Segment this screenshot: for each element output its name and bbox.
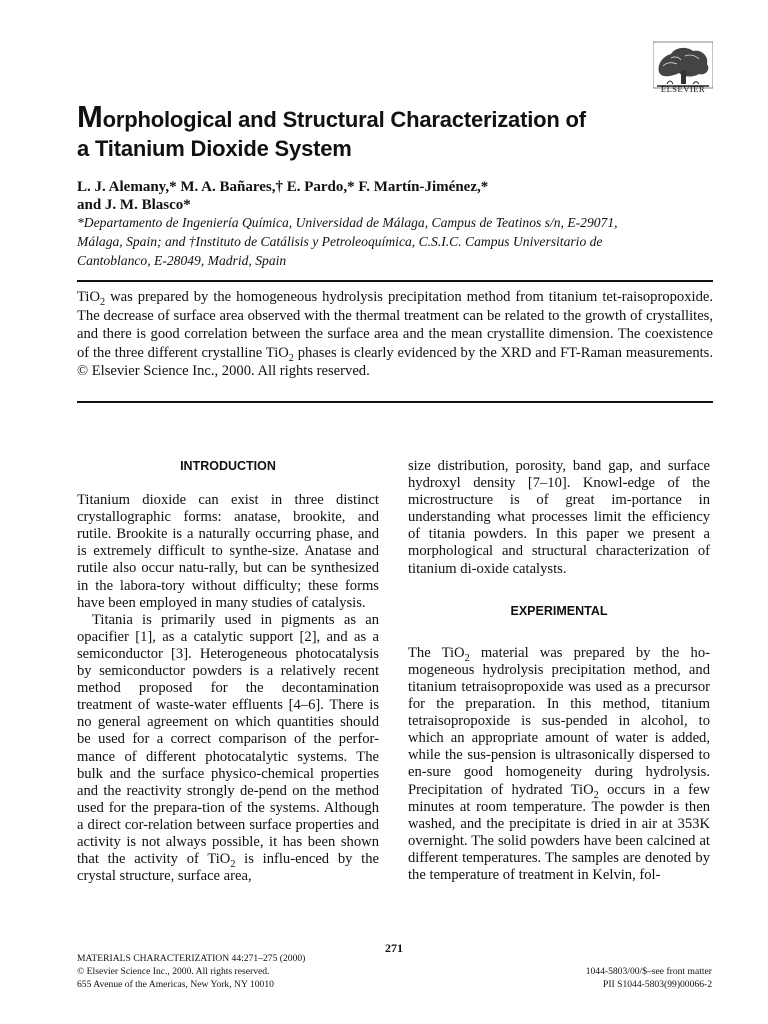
- abstract: TiO$_2$ was prepared by the homogeneous hydrolysis precipitation method from titanium tet-raisopropoxide. The decrease of surface area observed with the thermal treatment can be related to the growth of crystallites, and there is good correlation between the surface area and the mean crystallite dimension. The coexistence of the three different crystalline TiO$_2$ phases is clearly evidenced by the XRD and FT-Raman measurements. © Elsevier Science Inc., 2000. All rights reserved.: [77, 289, 714, 380]
- copyright-notice: © Elsevier Science Inc., 2000. All rights reserved.: [77, 965, 270, 977]
- intro-paragraph-3: size distribution, porosity, band gap, and surface hydroxyl density [7–10]. Knowl-edge of the microstructure is of great im-portance in understanding what processes limit the efficiency of titania powders. In this paper we present a morphological and structural characterization of titanium di-oxide catalysts.: [408, 458, 710, 577]
- intro-paragraph-2: Titania is primarily used in pigments as an opacifier [1], as a catalytic support [2], and as a semiconductor [3]. Heterogeneous photocatalysis by semiconductor powders is a relatively recent method proposed for the decontamination treatment of waste-water effluents [4–6]. There is no general agreement on which quantities should be used for a correct comparison of the perfor-mance of different photocatalytic systems. The bulk and the surface physico-chemical properties and the reactivity strongly de-pend on the method used for the prepara-tion of the systems. Although a direct cor-relation between surface properties and activity is not always possible, it has been shown that the activity of TiO$_2$ is influ-enced by the crystal structure, surface area,: [77, 611, 379, 885]
- affiliation-line-2: Málaga, Spain; and †Instituto de Catálisis y Petroleoquímica, C.S.I.C. Campus Universitario de: [77, 234, 603, 249]
- intro-paragraph-1: Titanium dioxide can exist in three distinct crystallographic forms: anatase, brookite, and rutile. Brookite is a naturally occurring phase, and is extremely difficult to synthe-size. Anatase and rutile also occur natu-rally, but can be synthesized in the labora-tory without difficulty; these forms have been employed in many studies of catalysis.: [77, 492, 379, 611]
- experimental-paragraph-1: The TiO$_2$ material was prepared by the ho-mogeneous hydrolysis precipitation method, and titanium tetraisopropoxide was used as a precursor for the preparation. In this method, titanium tetraisopropoxide is sus-pended in alcohol, to which an appropriate amount of water is added, while the sus-pension is ultrasonically dispersed to en-sure good homogeneity during hydrolysis. Precipitation of hydrated TiO$_2$ occurs in a few minutes at room temperature. The powder is then washed, and the precipitate is dried in air at 353K overnight. The solid powders have been calcined at different temperatures. The samples are denoted by the temperature of treatment in Kelvin, fol-: [408, 644, 710, 883]
- footer-identifiers: [460, 953, 712, 991]
- affiliations: [77, 213, 717, 270]
- paper-title: Morphological and Structural Characterization of a Titanium Dioxide System: [77, 99, 586, 161]
- journal-citation: MATERIALS CHARACTERIZATION 44:271–275 (2000): [77, 953, 306, 964]
- publisher-address: 655 Avenue of the Americas, New York, NY 10010: [77, 978, 274, 990]
- issn-line: 1044-5803/00/$–see front matter: [585, 965, 712, 977]
- footer-journal-info: [77, 953, 305, 991]
- page-number: 271: [385, 941, 403, 955]
- publisher-name: ELSEVIER: [660, 84, 706, 94]
- left-column: [77, 458, 379, 885]
- author-line-1: L. J. Alemany,* M. A. Bañares,† E. Pardo,* F. Martín-Jiménez,*: [77, 179, 489, 195]
- affiliation-line-1: *Departamento de Ingeniería Química, Universidad de Málaga, Campus de Teatinos s/n, E-29071,: [77, 215, 618, 230]
- pii-line: PII S1044-5803(99)00066-2: [603, 978, 712, 990]
- affiliation-line-3: Cantoblanco, E-28049, Madrid, Spain: [77, 253, 287, 268]
- introduction-heading: INTRODUCTION: [180, 459, 276, 473]
- right-column: [408, 458, 710, 884]
- author-list: [77, 178, 717, 214]
- abstract-bottom-rule: [77, 401, 713, 403]
- abstract-top-rule: [77, 280, 713, 282]
- experimental-heading: EXPERIMENTAL: [510, 603, 608, 618]
- author-line-2: and J. M. Blasco*: [77, 197, 191, 213]
